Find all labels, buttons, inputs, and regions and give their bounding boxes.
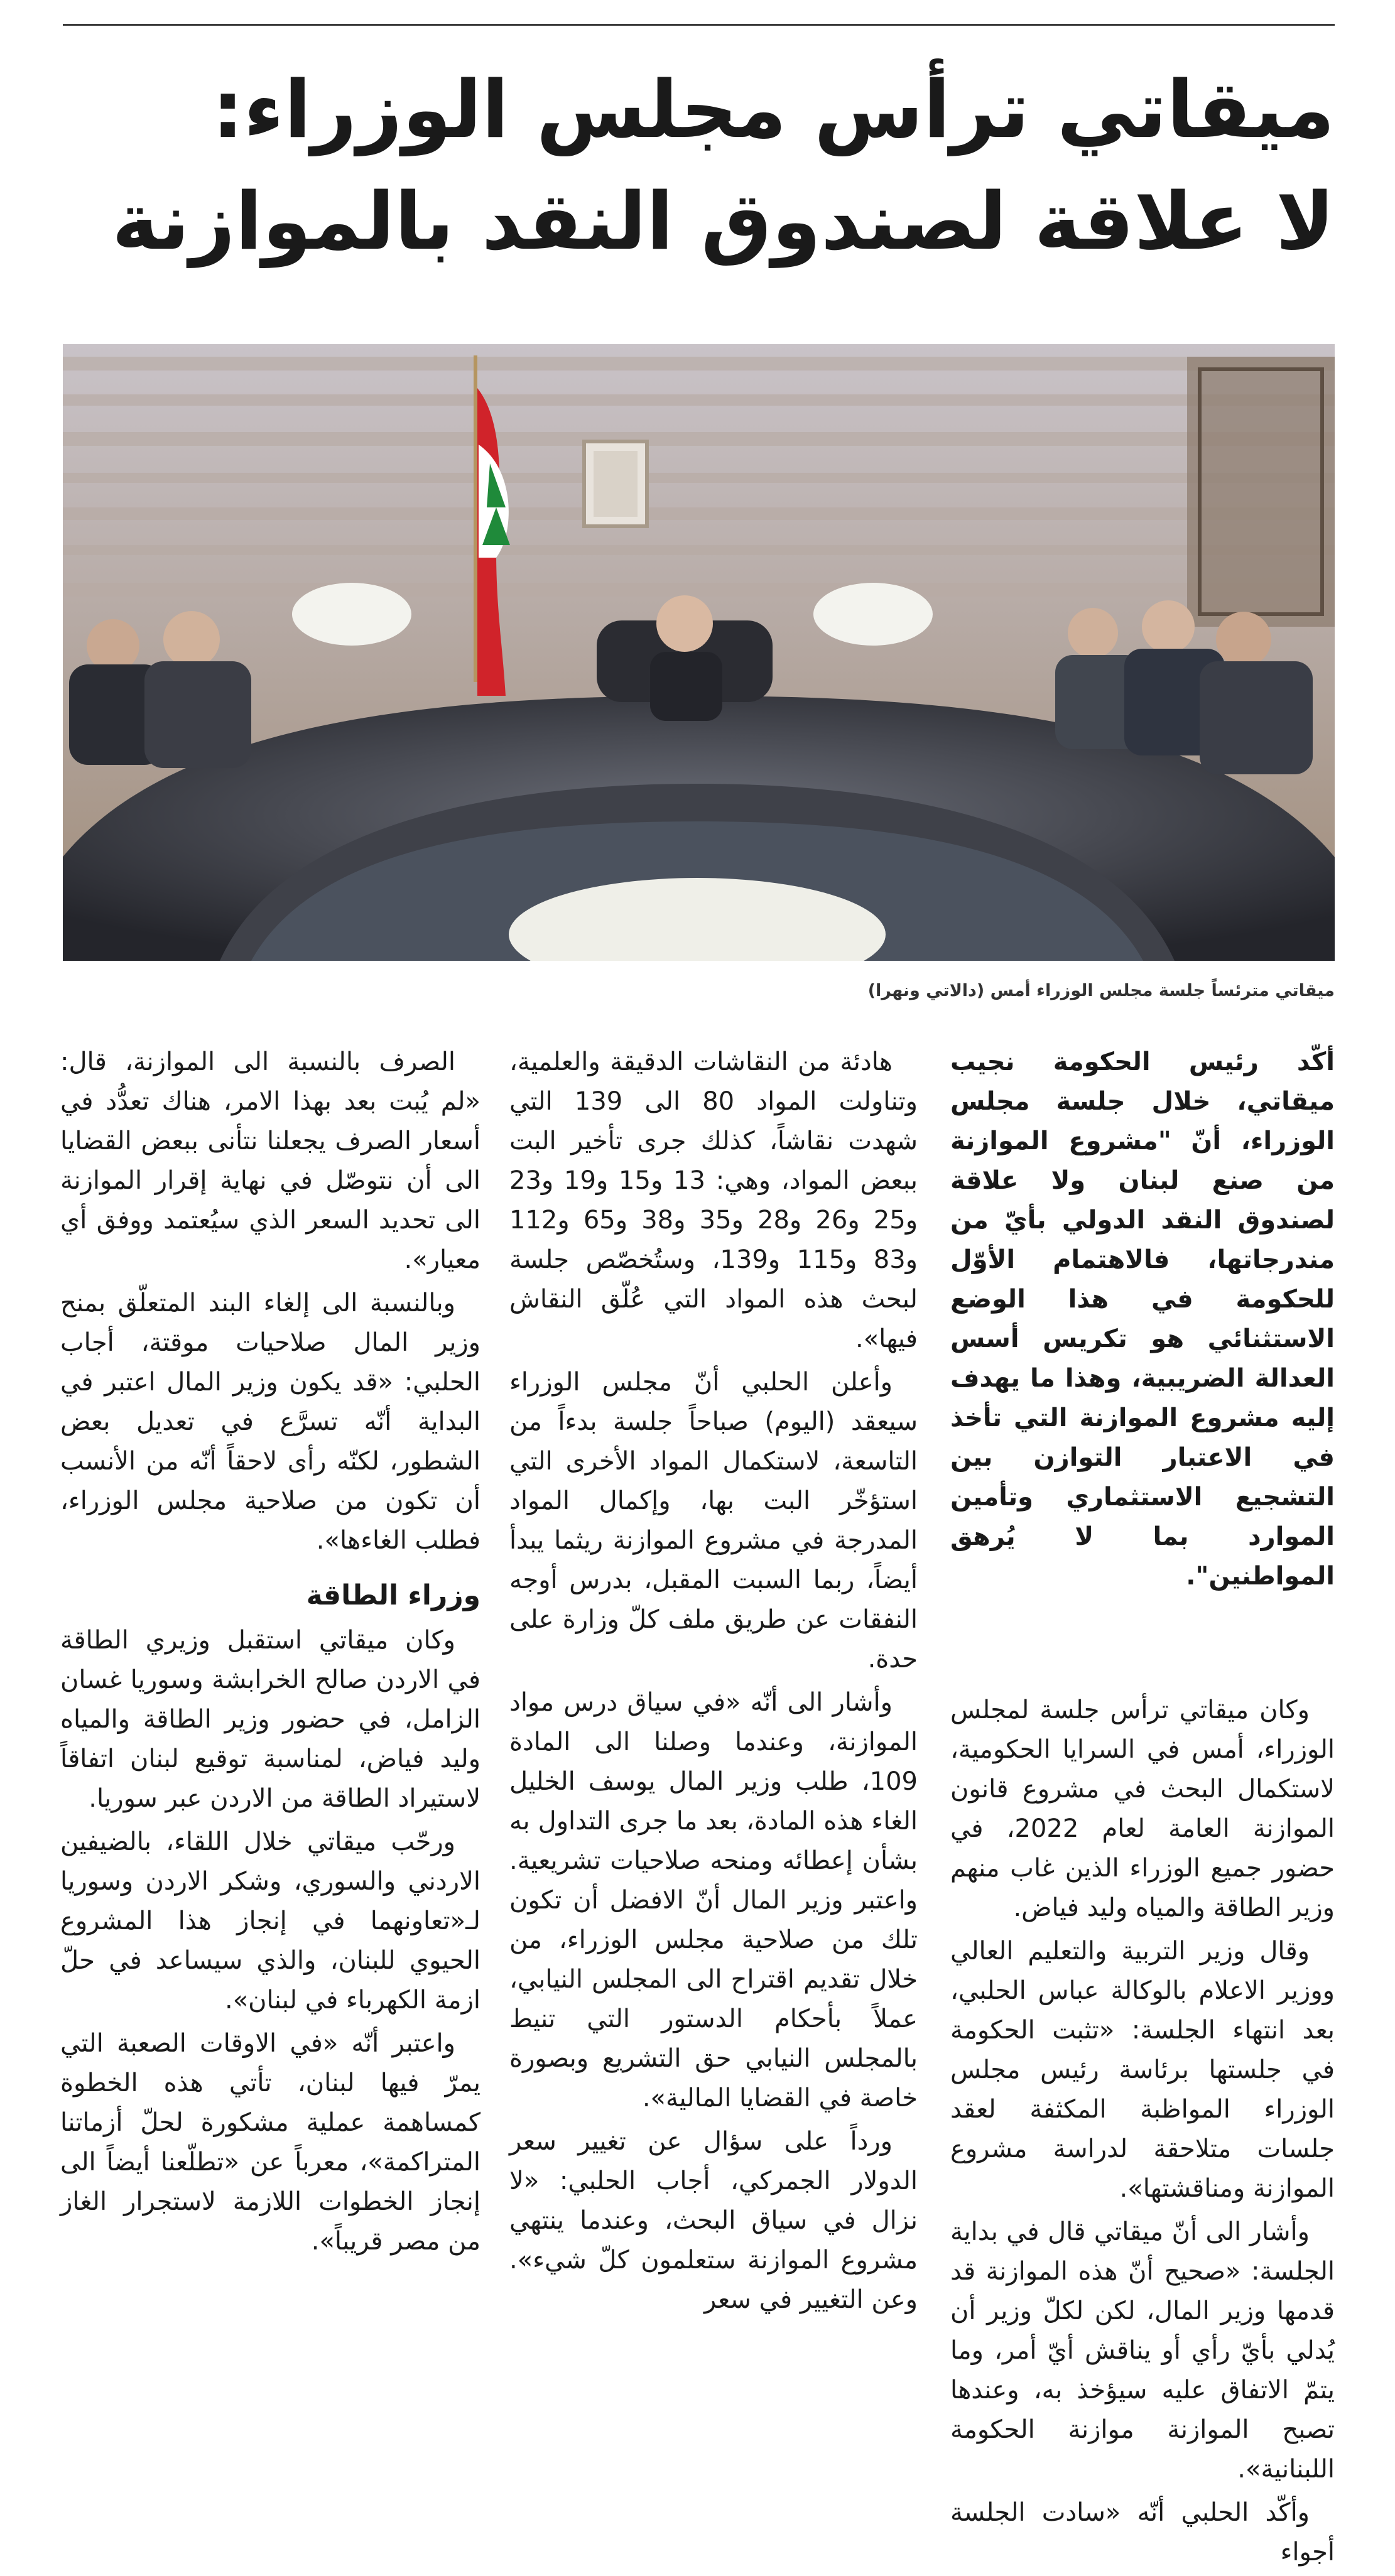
lead-paragraph	[950, 1042, 1335, 1596]
col1-paragraph-4: وأكّد الحلبي أنّه «سادت الجلسة أجواء	[950, 2498, 1335, 2567]
col2-paragraph-4: ورداً على سؤال عن تغيير سعر الدولار الجمركي، أجاب الحلبي: «لا نزال في سياق البحث، وعندما ينتهي مشروع الموازنة ستعلمون كلّ شيء». وعن التغيير في سعر	[509, 2127, 918, 2314]
col2-paragraph-3: وأشار الى أنّه «في سياق درس مواد الموازنة، وعندما وصلنا الى المادة 109، طلب وزير المال يوسف الخليل الغاء هذه المادة، بعد ما جرى التداول به بشأن إعطائه ومنحه صلاحيات تشريعية. واعتبر وزير المال أنّ الافضل أن تكون تلك من صلاحية مجلس الوزراء، من خلال تقديم اقتراح الى المجلس النيابي، عملاً بأحكام الدستور التي تنيط بالمجلس النيابي حق التشريع وبصورة خاصة في القضايا المالية».	[509, 1688, 918, 2113]
photo-caption: ميقاتي مترئساً جلسة مجلس الوزراء أمس (دالاتي ونهرا)	[867, 981, 1335, 1000]
col3-paragraph-3: وكان ميقاتي استقبل وزيري الطاقة في الاردن صالح الخرابشة وسوريا غسان الزامل، في حضور وزير الطاقة والمياه وليد فياض، لمناسبة توقيع لبنان اتفاقاً لاستيراد الطاقة من الاردن عبر سوريا.	[60, 1626, 480, 1813]
section-subheading: وزراء الطاقة	[306, 1579, 480, 1611]
col2-paragraph-2: وأعلن الحلبي أنّ مجلس الوزراء سيعقد (اليوم) صباحاً جلسة بدءاً من التاسعة، لاستكمال المواد الأخرى التي استؤخّر البت بها، وإكمال المواد المدرجة في مشروع الموازنة ريثما يبدأ أيضاً، ربما السبت المقبل، بدرس أوجه النفقات عن طريق ملف كلّ وزارة على حدة.	[509, 1368, 918, 1674]
headline	[63, 54, 1335, 278]
col3-paragraph-1: الصرف بالنسبة الى الموازنة، قال: «لم يُبت بعد بهذا الامر، هناك تعدُّد في أسعار الصرف يجعلنا نتأنى ببعض القضايا الى أن نتوصّل في نهاية إقرار الموازنة الى تحديد السعر الذي سيُعتمد ووفق أي معيار».	[60, 1047, 480, 1274]
col3-paragraph-5: واعتبر أنّه «في الاوقات الصعبة التي يمرّ فيها لبنان، تأتي هذه الخطوة كمساهمة عملية مشكورة لحلّ أزماتنا المتراكمة»، معرباً عن «تطلّعنا أيضاً الى إنجاز الخطوات اللازمة لاستجرار الغاز من مصر قريباً».	[60, 2029, 480, 2256]
col3-paragraph-2: وبالنسبة الى إلغاء البند المتعلّق بمنح وزير المال صلاحيات موقتة، أجاب الحلبي: «قد يكون وزير المال اعتبر في البداية أنّه تسرَّع في تعديل بعض الشطور، لكنّه رأى لاحقاً أنّه من الأنسب أن تكون من صلاحية مجلس الوزراء، فطلب الغاءها».	[60, 1289, 480, 1555]
article-column-1	[950, 1042, 1335, 2576]
top-rule	[63, 24, 1335, 26]
col1-paragraph-3: وأشار الى أنّ ميقاتي قال في بداية الجلسة: «صحيح أنّ هذه الموازنة قد قدمها وزير المال، لكن لكلّ وزير أن يُدلي بأيّ رأي أو يناقش أيّ أمر، وما يتمّ الاتفاق عليه سيؤخذ به، وعندها تصبح الموازنة موازنة الحكومة اللبنانية».	[950, 2217, 1335, 2484]
lead-text: أكّد رئيس الحكومة نجيب ميقاتي، خلال جلسة مجلس الوزراء، أنّ "مشروع الموازنة من صنع لبنان ولا علاقة لصندوق النقد الدولي بأيّ من مندرجاتها، فالاهتمام الأوّل للحكومة في هذا الوضع الاستثنائي هو تكريس أسس العدالة الضريبية، وهذا ما يهدف إليه مشروع الموازنة التي تأخذ في الاعتبار التوازن بين التشجيع الاستثماري وتأمين الموارد بما لا يُرهق المواطنين".	[950, 1047, 1335, 1591]
cabinet-meeting-illustration	[63, 344, 1335, 961]
col2-paragraph-1: هادئة من النقاشات الدقيقة والعلمية، وتناولت المواد 80 الى 139 التي شهدت نقاشاً، كذلك جرى تأخير البت ببعض المواد، وهي: 13 و15 و19 و23 و25 و26 و28 و35 و38 و65 و112 و83 و115 و139، وستُخصّص جلسة لبحث هذه المواد التي عُلّق النقاش فيها».	[509, 1047, 918, 1353]
news-photo	[63, 344, 1335, 961]
article-column-3	[60, 1042, 480, 2265]
col3-paragraph-4: ورحّب ميقاتي خلال اللقاء، بالضيفين الاردني والسوري، وشكر الاردن وسوريا لـ«تعاونهما في إنجاز هذا المشروع الحيوي للبنان، والذي سيساعد في حلّ ازمة الكهرباء في لبنان».	[60, 1827, 480, 2015]
headline-line-1: ميقاتي ترأس مجلس الوزراء:	[212, 63, 1335, 156]
headline-line-2: لا علاقة لصندوق النقد بالموازنة	[112, 175, 1335, 268]
col1-paragraph-1: وكان ميقاتي ترأس جلسة لمجلس الوزراء، أمس في السرايا الحكومية، لاستكمال البحث في مشروع قانون الموازنة العامة لعام 2022، في حضور جميع الوزراء الذين غاب منهم وزير الطاقة والمياه وليد فياض.	[950, 1696, 1335, 1922]
article-column-2	[509, 1042, 918, 2324]
col1-paragraph-2: وقال وزير التربية والتعليم العالي ووزير الاعلام بالوكالة عباس الحلبي، بعد انتهاء الجلسة: «تثبت الحكومة في جلستها برئاسة رئيس مجلس الوزراء المواظبة المكثفة لعقد جلسات متلاحقة لدراسة مشروع الموازنة ومناقشتها».	[950, 1937, 1335, 2203]
